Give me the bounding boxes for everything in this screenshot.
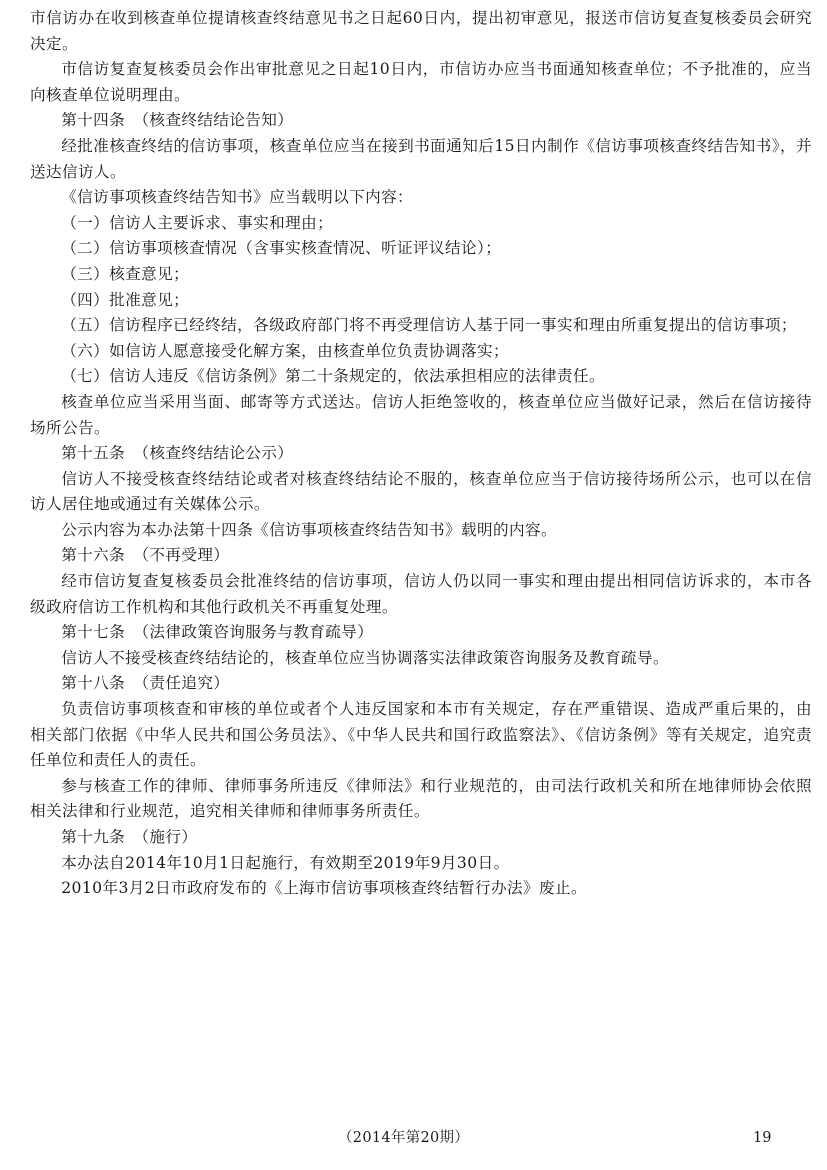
document-body	[30, 6, 812, 902]
list-item: （七）信访人违反《信访条例》第二十条规定的，依法承担相应的法律责任。	[61, 367, 605, 386]
list-item: （三）核查意见；	[61, 264, 190, 283]
paragraph: 市信访复查复核委员会作出审批意见之日起10日内，市信访办应当书面通知核查单位；不予批准的，应当向核查单位说明理由。	[30, 60, 812, 104]
article-heading: 第十七条 （法律政策咨询服务与教育疏导）	[61, 623, 374, 642]
article-heading: 第十九条 （施行）	[61, 828, 198, 846]
list-item: （一）信访人主要诉求、事实和理由；	[61, 213, 334, 232]
paragraph: 本办法自2014年10月1日起施行，有效期至2019年9月30日。	[61, 853, 510, 872]
paragraph: 参与核查工作的律师、律师事务所违反《律师法》和行业规范的，由司法行政机关和所在地律师协会依照相关法律和行业规范，追究相关律师和律师事务所责任。	[30, 776, 812, 821]
paragraph: 负责信访事项核查和审核的单位或者个人违反国家和本市有关规定，存在严重错误、造成严重后果的，由相关部门依据《中华人民共和国公务员法》、《中华人民共和国行政监察法》、《信访条例》等有关规定，追究责任单位和责任人的责任。	[30, 700, 812, 770]
article-heading: 第十五条 （核查终结结论公示）	[61, 444, 294, 463]
article-heading: 第十八条 （责任追究）	[61, 674, 230, 693]
paragraph: 经批准核查终结的信访事项，核查单位应当在接到书面通知后15日内制作《信访事项核查终结告知书》，并送达信访人。	[30, 136, 812, 181]
issue-label: （2014年第20期）	[338, 1130, 470, 1146]
paragraph: 《信访事项核查终结告知书》应当载明以下内容：	[61, 188, 414, 207]
paragraph: 信访人不接受核查终结结论或者对核查终结结论不服的，核查单位应当于信访接待场所公示，也可以在信访人居住地或通过有关媒体公示。	[30, 469, 812, 514]
paragraph: 公示内容为本办法第十四条《信访事项核查终结告知书》载明的内容。	[61, 520, 557, 539]
list-item: （五）信访程序已经终结，各级政府部门将不再受理信访人基于同一事实和理由所重复提出的信访事项；	[61, 316, 797, 335]
paragraph: 信访人不接受核查终结结论的，核查单位应当协调落实法律政策咨询服务及教育疏导。	[61, 648, 669, 667]
list-item: （四）批准意见；	[61, 290, 190, 309]
paragraph: 市信访办在收到核查单位提请核查终结意见书之日起60日内，提出初审意见，报送市信访复查复核委员会研究决定。	[30, 9, 812, 53]
list-item: （二）信访事项核查情况（含事实核查情况、听证评议结论）；	[61, 239, 502, 258]
paragraph: 2010年3月2日市政府发布的《上海市信访事项核查终结暂行办法》废止。	[61, 879, 587, 898]
article-heading: 第十六条 （不再受理）	[61, 546, 230, 565]
paragraph: 核查单位应当采用当面、邮寄等方式送达。信访人拒绝签收的，核查单位应当做好记录，然后在信访接待场所公告。	[30, 392, 812, 437]
paragraph: 经市信访复查复核委员会批准终结的信访事项，信访人仍以同一事实和理由提出相同信访诉求的，本市各级政府信访工作机构和其他行政机关不再重复处理。	[30, 572, 812, 616]
page-number: 19	[753, 1130, 772, 1146]
list-item: （六）如信访人愿意接受化解方案，由核查单位负责协调落实；	[61, 341, 510, 360]
article-heading: 第十四条 （核查终结结论告知）	[61, 111, 294, 130]
